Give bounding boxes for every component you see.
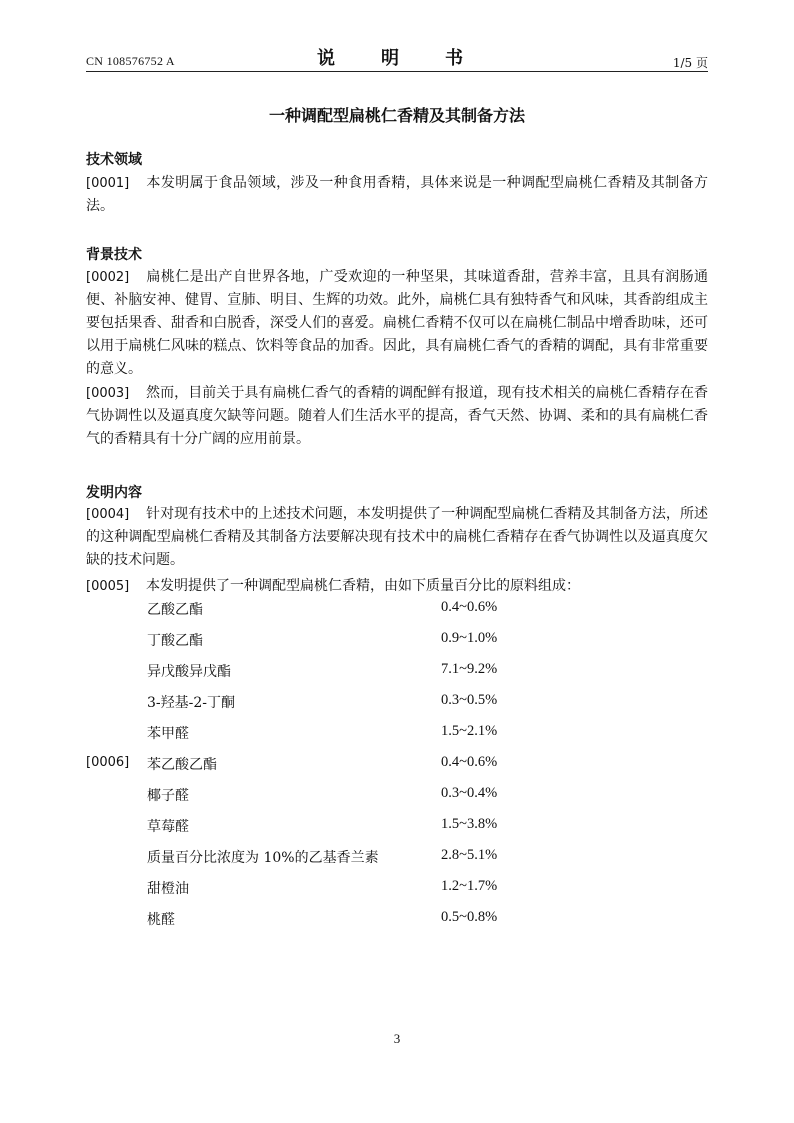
ingredient-row (0, 630, 794, 654)
ingredient-row (0, 816, 794, 840)
ingredient-name: 苯乙酸乙酯 (147, 757, 217, 773)
ingredient-amount: 0.5~0.8% (441, 909, 498, 925)
ingredient-name: 甜橙油 (147, 881, 189, 897)
ingredient-name: 乙酸乙酯 (147, 602, 203, 618)
ingredient-name: 异戊酸异戊酯 (147, 664, 231, 680)
ingredient-amount: 1.2~1.7% (441, 878, 498, 894)
ingredient-amount: 7.1~9.2% (441, 661, 498, 677)
document-title: 一种调配型扁桃仁香精及其制备方法 (268, 106, 525, 125)
ingredient-row (0, 878, 794, 902)
header-divider (86, 71, 708, 72)
paragraph-text: 针对现有技术中的上述技术问题，本发明提供了一种调配型扁桃仁香精及其制备方法，所述的这种调配型扁桃仁香精及其制备方法要解决现有技术中的扁桃仁香精存在香气协调性以及逼真度欠缺的技术问题。 (86, 506, 708, 568)
ingredient-amount: 0.3~0.4% (441, 785, 498, 801)
document-type: 说 明 书 (317, 48, 477, 69)
ingredient-row (0, 692, 794, 716)
paragraph-number: [0005] (86, 579, 130, 594)
paragraph-0005 (86, 575, 708, 598)
paragraph-number: [0002] (86, 270, 130, 285)
paragraph-text: 然而，目前关于具有扁桃仁香气的香精的调配鲜有报道，现有技术相关的扁桃仁香精存在香气协调性以及逼真度欠缺等问题。随着人们生活水平的提高，香气天然、协调、柔和的具有扁桃仁香气的香精具有十分广阔的应用前景。 (86, 385, 708, 447)
page-info: 1/5 页 (672, 56, 708, 70)
paragraph-0001 (86, 172, 708, 218)
paragraph-text: 本发明提供了一种调配型扁桃仁香精，由如下质量百分比的原料组成： (146, 578, 580, 594)
paragraph-number: [0004] (86, 507, 130, 522)
ingredient-name: 草莓醛 (147, 819, 189, 835)
ingredient-row (0, 754, 794, 778)
paragraph-0002 (86, 266, 708, 381)
paragraph-0003 (86, 382, 708, 451)
ingredient-name: 3-羟基-2-丁酮 (147, 695, 236, 711)
ingredient-row (0, 723, 794, 747)
ingredient-name: 苯甲醛 (147, 726, 189, 742)
ingredient-name: 质量百分比浓度为 10%的乙基香兰素 (147, 850, 379, 866)
ingredient-amount: 0.4~0.6% (441, 754, 498, 770)
ingredient-amount: 1.5~3.8% (441, 816, 498, 832)
paragraph-text: 本发明属于食品领域，涉及一种食用香精，具体来说是一种调配型扁桃仁香精及其制备方法。 (86, 175, 708, 214)
section-heading-content: 发明内容 (86, 485, 142, 501)
page-header (86, 44, 708, 72)
ingredient-amount: 0.4~0.6% (441, 599, 498, 615)
section-heading-tech-field: 技术领域 (86, 152, 142, 168)
paragraph-0004 (86, 503, 708, 572)
ingredient-amount: 1.5~2.1% (441, 723, 498, 739)
ingredient-name: 椰子醛 (147, 788, 189, 804)
page-number: 3 (393, 1031, 401, 1046)
ingredient-row (0, 599, 794, 623)
paragraph-text: 扁桃仁是出产自世界各地，广受欢迎的一种坚果，其味道香甜，营养丰富，且具有润肠通便、补脑安神、健胃、宣肺、明目、生辉的功效。此外，扁桃仁具有独特香气和风味，其香韵组成主要包括果香、甜香和白脱香，深受人们的喜爱。扁桃仁香精不仅可以在扁桃仁制品中增香助味，还可以用于扁桃仁风味的糕点、饮料等食品的加香。因此，具有扁桃仁香气的香精的调配，具有非常重要的意义。 (86, 269, 708, 377)
ingredient-amount: 0.9~1.0% (441, 630, 498, 646)
ingredient-row (0, 661, 794, 685)
ingredient-amount: 2.8~5.1% (441, 847, 498, 863)
patent-number: CN 108576752 A (86, 54, 175, 68)
section-heading-background: 背景技术 (86, 247, 142, 263)
ingredient-amount: 0.3~0.5% (441, 692, 498, 708)
ingredient-row (0, 785, 794, 809)
ingredient-name: 桃醛 (147, 912, 175, 928)
ingredient-row (0, 909, 794, 933)
paragraph-number: [0001] (86, 176, 130, 191)
paragraph-number: [0003] (86, 386, 130, 401)
paragraph-number: [0006] (86, 755, 130, 770)
ingredient-name: 丁酸乙酯 (147, 633, 203, 649)
ingredient-row (0, 847, 794, 871)
